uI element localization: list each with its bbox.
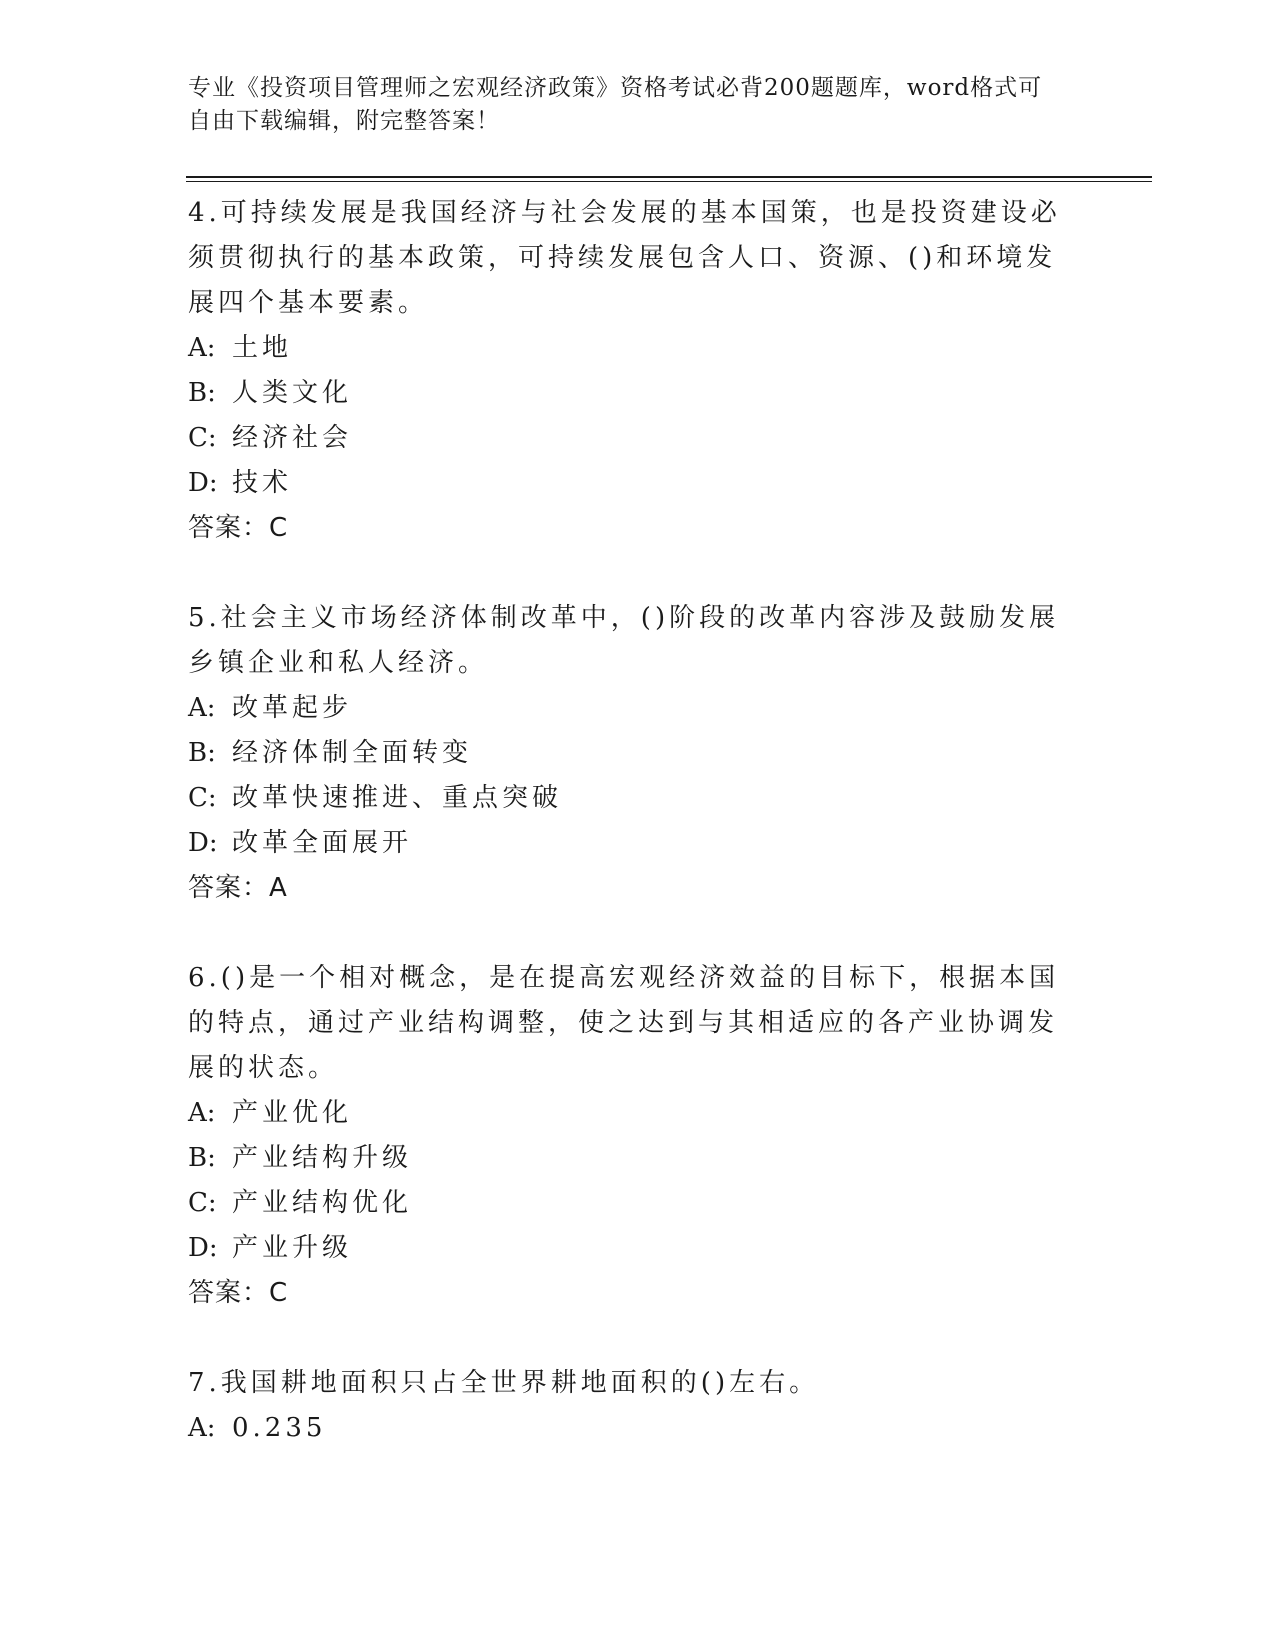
option-a [188, 1091, 1068, 1136]
option-a [188, 1406, 1068, 1451]
option-d [188, 461, 1068, 506]
option-text: 改革起步 [232, 693, 353, 723]
answer-line: 答案：A [188, 873, 288, 903]
option-a [188, 686, 1068, 731]
option-letter: C: [188, 783, 217, 813]
option-c [188, 776, 1068, 821]
option-text: 产业结构升级 [232, 1143, 413, 1173]
option-text: 改革全面展开 [232, 828, 413, 858]
question-6 [188, 956, 1068, 1316]
option-text: 经济体制全面转变 [232, 738, 473, 768]
option-b [188, 1136, 1068, 1181]
option-letter: A: [188, 1098, 216, 1128]
question-stem: 6.()是一个相对概念，是在提高宏观经济效益的目标下，根据本国的特点，通过产业结构调整，使之达到与其相适应的各产业协调发展的状态。 [188, 963, 1060, 1083]
question-stem: 5.社会主义市场经济体制改革中，()阶段的改革内容涉及鼓励发展乡镇企业和私人经济。 [188, 603, 1060, 678]
option-text: 经济社会 [232, 423, 353, 453]
option-text: 技术 [232, 468, 293, 498]
option-d [188, 1226, 1068, 1271]
header-line-2: 自由下载编辑，附完整答案！ [188, 108, 500, 134]
option-c [188, 416, 1068, 461]
option-a [188, 326, 1068, 371]
option-text: 改革快速推进、重点突破 [232, 783, 563, 813]
option-letter: A: [188, 333, 216, 363]
option-letter: A: [188, 693, 216, 723]
question-4 [188, 191, 1068, 551]
option-letter: C: [188, 1188, 217, 1218]
answer-line: 答案：C [188, 1278, 289, 1308]
question-stem: 7.我国耕地面积只占全世界耕地面积的()左右。 [188, 1368, 820, 1398]
option-letter: B: [188, 738, 216, 768]
question-7 [188, 1361, 1068, 1451]
option-letter: A: [188, 1413, 216, 1443]
option-letter: B: [188, 378, 216, 408]
option-letter: B: [188, 1143, 216, 1173]
option-d [188, 821, 1068, 866]
question-list [188, 191, 1068, 1496]
option-letter: D: [188, 1233, 218, 1263]
option-text: 产业优化 [232, 1098, 353, 1128]
option-b [188, 731, 1068, 776]
option-c [188, 1181, 1068, 1226]
option-letter: D: [188, 828, 218, 858]
option-text: 产业结构优化 [232, 1188, 413, 1218]
header-divider-thin [186, 181, 1152, 182]
question-5 [188, 596, 1068, 911]
option-text: 产业升级 [232, 1233, 353, 1263]
option-b [188, 371, 1068, 416]
question-stem: 4.可持续发展是我国经济与社会发展的基本国策，也是投资建设必须贯彻执行的基本政策，可持续发展包含人口、资源、()和环境发展四个基本要素。 [188, 198, 1061, 318]
option-letter: C: [188, 423, 217, 453]
option-text: 人类文化 [232, 378, 353, 408]
answer-line: 答案：C [188, 513, 289, 543]
document-header [188, 72, 1068, 138]
option-letter: D: [188, 468, 218, 498]
option-text: 0.235 [232, 1413, 327, 1443]
header-line-1: 专业《投资项目管理师之宏观经济政策》资格考试必背200题题库，word格式可 [188, 75, 1043, 101]
header-divider-thick [186, 176, 1152, 178]
option-text: 土地 [232, 333, 293, 363]
